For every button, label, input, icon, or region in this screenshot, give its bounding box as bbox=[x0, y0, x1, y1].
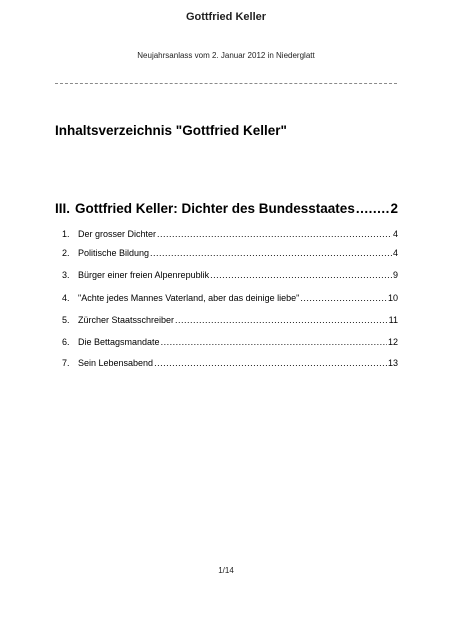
toc-dot-leader bbox=[154, 358, 387, 368]
toc-entry-number: 1. bbox=[62, 229, 70, 239]
toc-entry-title: "Achte jedes Mannes Vaterland, aber das deinige liebe" bbox=[78, 293, 300, 303]
toc-entry-page: 13 bbox=[387, 358, 398, 368]
toc-dot-leader bbox=[175, 315, 388, 325]
toc-entry-title: Der grosser Dichter bbox=[78, 229, 157, 239]
toc-dot-leader bbox=[356, 201, 390, 216]
document-header-title: Gottfried Keller bbox=[185, 11, 267, 23]
toc-dot-leader bbox=[150, 248, 392, 258]
header-divider bbox=[55, 83, 397, 85]
toc-chapter-page: 2 bbox=[390, 201, 398, 216]
toc-entry-title: Sein Lebensabend bbox=[78, 358, 154, 368]
toc-entry-page: 9 bbox=[392, 270, 398, 280]
toc-entry-page: 11 bbox=[388, 315, 398, 325]
toc-heading: Inhaltsverzeichnis "Gottfried Keller" bbox=[55, 123, 287, 138]
toc-entry-number: 2. bbox=[62, 248, 70, 258]
toc-chapter-number: III. bbox=[55, 201, 71, 216]
toc-dot-leader bbox=[161, 337, 387, 347]
toc-dot-leader bbox=[210, 270, 392, 280]
toc-entry-page: 12 bbox=[387, 337, 398, 347]
toc-dot-leader bbox=[157, 229, 392, 239]
toc-chapter-row[interactable] bbox=[55, 201, 398, 216]
document-header-subtitle: Neujahrsanlass vom 2. Januar 2012 in Niederglatt bbox=[137, 51, 315, 60]
toc-entry-title: Bürger einer freien Alpenrepublik bbox=[78, 270, 210, 280]
toc-entry[interactable] bbox=[62, 229, 398, 239]
toc-entry-title: Die Bettagsmandate bbox=[78, 337, 160, 347]
toc-entry-title: Zürcher Staatsschreiber bbox=[78, 315, 175, 325]
toc-entry-title: Politische Bildung bbox=[78, 248, 150, 258]
toc-entry-number: 3. bbox=[62, 270, 70, 280]
toc-entry[interactable] bbox=[62, 270, 398, 280]
toc-entry-page: 4 bbox=[392, 248, 398, 258]
toc-entry-page: 10 bbox=[387, 293, 398, 303]
toc-entry[interactable] bbox=[62, 293, 398, 303]
toc-entry-number: 5. bbox=[62, 315, 70, 325]
toc-entry-number: 7. bbox=[62, 358, 70, 368]
toc-chapter-title: Gottfried Keller: Dichter des Bundesstaates bbox=[75, 201, 355, 216]
toc-entry-page: 4 bbox=[392, 229, 398, 239]
toc-entry[interactable] bbox=[62, 337, 398, 347]
toc-dot-leader bbox=[300, 293, 387, 303]
toc-entry-number: 6. bbox=[62, 337, 70, 347]
toc-entry[interactable] bbox=[62, 315, 398, 325]
toc-entry[interactable] bbox=[62, 358, 398, 368]
page-indicator: 1/14 bbox=[218, 566, 234, 575]
toc-entry[interactable] bbox=[62, 248, 398, 258]
toc-entry-number: 4. bbox=[62, 293, 70, 303]
